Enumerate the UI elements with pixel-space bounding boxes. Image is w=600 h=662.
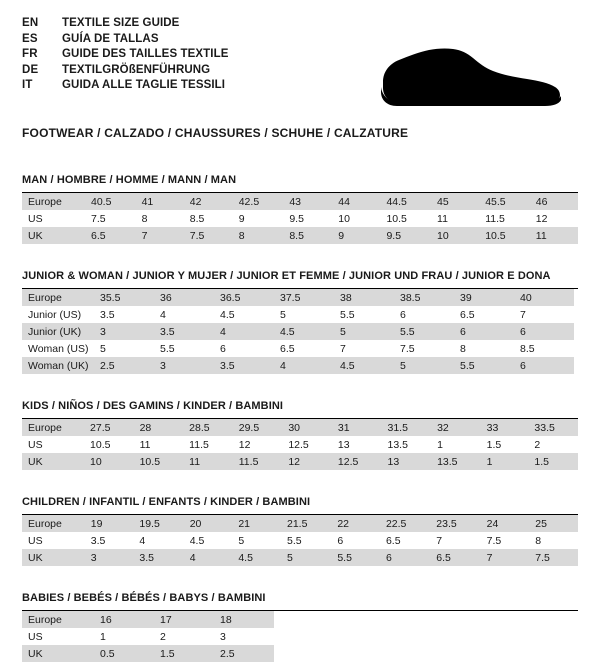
cell: 2.5	[94, 357, 154, 374]
cell: 4.5	[274, 323, 334, 340]
cell: 11	[437, 212, 448, 225]
cell: 2.5	[214, 645, 274, 662]
size-table-body	[22, 515, 578, 566]
language-title-list	[22, 18, 229, 96]
cell: 1	[481, 453, 529, 470]
cell: 1.5	[528, 453, 578, 470]
cell: 19.5	[133, 515, 183, 532]
size-table-body	[22, 289, 574, 374]
page-header	[22, 18, 578, 112]
row-label: Europe	[22, 419, 84, 436]
cell: 40	[514, 289, 574, 306]
cell: 6.5	[430, 549, 480, 566]
cell: 13.5	[431, 453, 481, 470]
language-title: GUÍA DE TALLAS	[62, 32, 159, 45]
cell: 7.5	[529, 549, 578, 566]
size-table-body	[22, 193, 578, 244]
cell: 10	[84, 453, 134, 470]
cell: 4.5	[189, 534, 205, 547]
cell: 11	[139, 438, 151, 451]
table-row	[22, 227, 578, 244]
language-code: ES	[22, 32, 38, 45]
row-label: UK	[22, 645, 94, 662]
language-row	[22, 65, 229, 81]
cell: 4	[139, 534, 146, 547]
cell: 36.5	[214, 289, 274, 306]
cell: 5	[281, 549, 331, 566]
section-junior-woman	[22, 270, 578, 374]
cell: 7	[481, 549, 530, 566]
size-table-children	[22, 515, 578, 566]
table-row	[22, 628, 274, 645]
cell: 1	[437, 438, 443, 451]
cell: 39	[454, 289, 514, 306]
cell: 38.5	[394, 289, 454, 306]
row-label: UK	[22, 453, 84, 470]
table-row	[22, 611, 274, 628]
section-title: MAN / HOMBRE / HOMME / MANN / MAN	[22, 174, 237, 186]
cell: 1	[100, 630, 106, 643]
cell: 2	[160, 630, 166, 643]
cell: 24	[481, 515, 530, 532]
cell: 10.5	[90, 438, 111, 451]
cell: 42	[184, 193, 233, 210]
cell: 22	[331, 515, 380, 532]
cell: 45.5	[479, 193, 530, 210]
cell: 3.5	[133, 549, 183, 566]
cell: 10.5	[134, 453, 184, 470]
cell: 7	[520, 308, 526, 321]
cell: 4.5	[232, 549, 281, 566]
cell: 6	[337, 534, 344, 547]
cell: 3.5	[214, 357, 274, 374]
cell: 19	[85, 515, 134, 532]
table-row	[22, 193, 578, 210]
cell: 3.5	[90, 534, 106, 547]
row-label: US	[28, 212, 43, 225]
table-row	[22, 289, 574, 306]
cell: 42.5	[233, 193, 284, 210]
cell: 1.5	[154, 645, 214, 662]
cell: 10	[431, 227, 479, 244]
cell: 7	[136, 227, 184, 244]
cell: 6	[220, 342, 226, 355]
language-code: EN	[22, 17, 39, 29]
dress-shoe-icon	[370, 34, 570, 112]
language-row	[22, 34, 229, 50]
section-babies	[22, 592, 578, 662]
language-title-list-body	[22, 18, 229, 96]
table-row	[22, 645, 274, 662]
cell: 12	[238, 438, 251, 451]
language-title: GUIDA ALLE TAGLIE TESSILI	[62, 79, 226, 91]
cell: 11.5	[233, 453, 283, 470]
section-title: KIDS / NIÑOS / DES GAMINS / KINDER / BAMBINI	[22, 400, 284, 412]
table-row	[22, 210, 578, 227]
row-label: US	[28, 630, 43, 643]
size-table-body	[22, 611, 274, 662]
table-row	[22, 340, 574, 357]
cell: 4.5	[334, 357, 394, 374]
row-label: US	[28, 534, 43, 547]
cell: 10	[338, 212, 350, 225]
table-row	[22, 436, 578, 453]
cell: 4	[214, 323, 274, 340]
cell: 5	[334, 323, 394, 340]
cell: 20	[184, 515, 233, 532]
cell: 28.5	[183, 419, 233, 436]
language-title: GUIDE DES TAILLES TEXTILE	[62, 48, 229, 60]
section-title: BABIES / BEBÉS / BÉBÉS / BABYS / BAMBINI	[22, 592, 266, 604]
table-row	[22, 515, 578, 532]
cell: 33.5	[528, 419, 578, 436]
language-code: FR	[22, 48, 38, 60]
cell: 13	[381, 453, 431, 470]
row-label: Junior (UK)	[22, 323, 94, 340]
row-label: Europe	[22, 289, 94, 306]
language-code: IT	[22, 79, 33, 91]
size-table-body	[22, 419, 578, 470]
cell: 22.5	[380, 515, 430, 532]
cell: 6.5	[85, 227, 136, 244]
cell: 31.5	[381, 419, 431, 436]
cell: 8.5	[189, 212, 205, 225]
cell: 0.5	[94, 645, 154, 662]
cell: 3.5	[100, 308, 115, 321]
language-row	[22, 49, 229, 65]
cell: 4	[184, 549, 233, 566]
section-man	[22, 174, 578, 244]
cell: 18	[214, 611, 274, 628]
cell: 3	[94, 323, 154, 340]
cell: 6.5	[385, 534, 401, 547]
section-children	[22, 496, 578, 566]
cell: 46	[530, 193, 578, 210]
table-row	[22, 419, 578, 436]
language-title: TEXTILE SIZE GUIDE	[62, 17, 180, 29]
cell: 5.5	[160, 342, 175, 355]
cell: 6	[400, 308, 406, 321]
cell: 4	[274, 357, 334, 374]
cell: 5	[100, 342, 106, 355]
row-label: Junior (US)	[28, 308, 82, 321]
cell: 5.5	[454, 357, 514, 374]
cell: 27.5	[84, 419, 134, 436]
cell: 5.5	[394, 323, 454, 340]
table-row	[22, 357, 574, 374]
section-title: CHILDREN / INFANTIL / ENFANTS / KINDER / BAMBINI	[22, 496, 311, 508]
cell: 25	[529, 515, 578, 532]
size-table-kids	[22, 419, 578, 470]
cell: 9	[238, 212, 245, 225]
cell: 8.5	[520, 342, 535, 355]
cell: 37.5	[274, 289, 334, 306]
cell: 28	[134, 419, 184, 436]
cell: 1.5	[486, 438, 502, 451]
cell: 16	[94, 611, 154, 628]
cell: 7.5	[91, 212, 106, 225]
cell: 7	[340, 342, 346, 355]
row-label: UK	[22, 227, 85, 244]
cell: 43	[283, 193, 332, 210]
cell: 21.5	[281, 515, 331, 532]
cell: 7.5	[184, 227, 233, 244]
cell: 9	[332, 227, 380, 244]
category-heading: FOOTWEAR / CALZADO / CHAUSSURES / SCHUHE / CALZATURE	[22, 126, 409, 140]
cell: 38	[334, 289, 394, 306]
cell: 29.5	[233, 419, 283, 436]
cell: 13	[337, 438, 350, 451]
language-title: TEXTILGRÖßENFÜHRUNG	[62, 63, 211, 76]
cell: 44.5	[380, 193, 431, 210]
cell: 5	[238, 534, 245, 547]
cell: 12.5	[332, 453, 382, 470]
cell: 2	[534, 438, 541, 451]
section-kids	[22, 400, 578, 470]
cell: 3	[220, 630, 226, 643]
cell: 12	[535, 212, 548, 225]
cell: 11.5	[485, 212, 505, 225]
row-label: UK	[22, 549, 85, 566]
cell: 8	[535, 534, 542, 547]
cell: 3	[85, 549, 134, 566]
row-label: Woman (UK)	[22, 357, 94, 374]
cell: 35.5	[94, 289, 154, 306]
cell: 11	[183, 453, 233, 470]
cell: 23.5	[430, 515, 480, 532]
table-row	[22, 306, 574, 323]
cell: 6	[514, 323, 574, 340]
cell: 6.5	[280, 342, 295, 355]
cell: 10.5	[386, 212, 407, 225]
cell: 30	[282, 419, 332, 436]
cell: 7.5	[400, 342, 415, 355]
cell: 44	[332, 193, 380, 210]
cell: 4	[160, 308, 166, 321]
row-label: US	[28, 438, 43, 451]
cell: 5	[394, 357, 454, 374]
cell: 8.5	[283, 227, 332, 244]
cell: 5.5	[340, 308, 355, 321]
cell: 36	[154, 289, 214, 306]
language-row	[22, 80, 229, 96]
cell: 45	[431, 193, 479, 210]
cell: 8	[233, 227, 284, 244]
row-label: Europe	[22, 611, 94, 628]
cell: 8	[141, 212, 148, 225]
cell: 4.5	[220, 308, 235, 321]
cell: 3.5	[154, 323, 214, 340]
cell: 6	[514, 357, 574, 374]
cell: 41	[136, 193, 184, 210]
cell: 11	[530, 227, 578, 244]
cell: 7	[436, 534, 443, 547]
cell: 6	[380, 549, 430, 566]
cell: 12	[282, 453, 332, 470]
row-label: Europe	[22, 515, 85, 532]
cell: 33	[481, 419, 529, 436]
cell: 5	[280, 308, 286, 321]
table-row	[22, 549, 578, 566]
table-row	[22, 532, 578, 549]
cell: 6.5	[460, 308, 475, 321]
cell: 6	[454, 323, 514, 340]
cell: 10.5	[479, 227, 530, 244]
section-title: JUNIOR & WOMAN / JUNIOR Y MUJER / JUNIOR ET FEMME / JUNIOR UND FRAU / JUNIOR E DONA	[22, 270, 551, 282]
size-table-man	[22, 193, 578, 244]
table-row	[22, 323, 574, 340]
cell: 5.5	[286, 534, 302, 547]
cell: 12.5	[288, 438, 309, 451]
size-table-babies	[22, 611, 274, 662]
cell: 5.5	[331, 549, 380, 566]
table-row	[22, 453, 578, 470]
cell: 40.5	[85, 193, 136, 210]
cell: 3	[154, 357, 214, 374]
cell: 31	[332, 419, 382, 436]
language-row	[22, 18, 229, 34]
cell: 9.5	[289, 212, 304, 225]
cell: 17	[154, 611, 214, 628]
cell: 9.5	[380, 227, 431, 244]
cell: 11.5	[189, 438, 209, 451]
row-label: Woman (US)	[28, 342, 89, 355]
cell: 21	[232, 515, 281, 532]
cell: 7.5	[486, 534, 502, 547]
cell: 13.5	[387, 438, 408, 451]
row-label: Europe	[22, 193, 85, 210]
cell: 8	[460, 342, 466, 355]
size-table-junior-woman	[22, 289, 574, 374]
cell: 32	[431, 419, 481, 436]
language-code: DE	[22, 63, 39, 76]
